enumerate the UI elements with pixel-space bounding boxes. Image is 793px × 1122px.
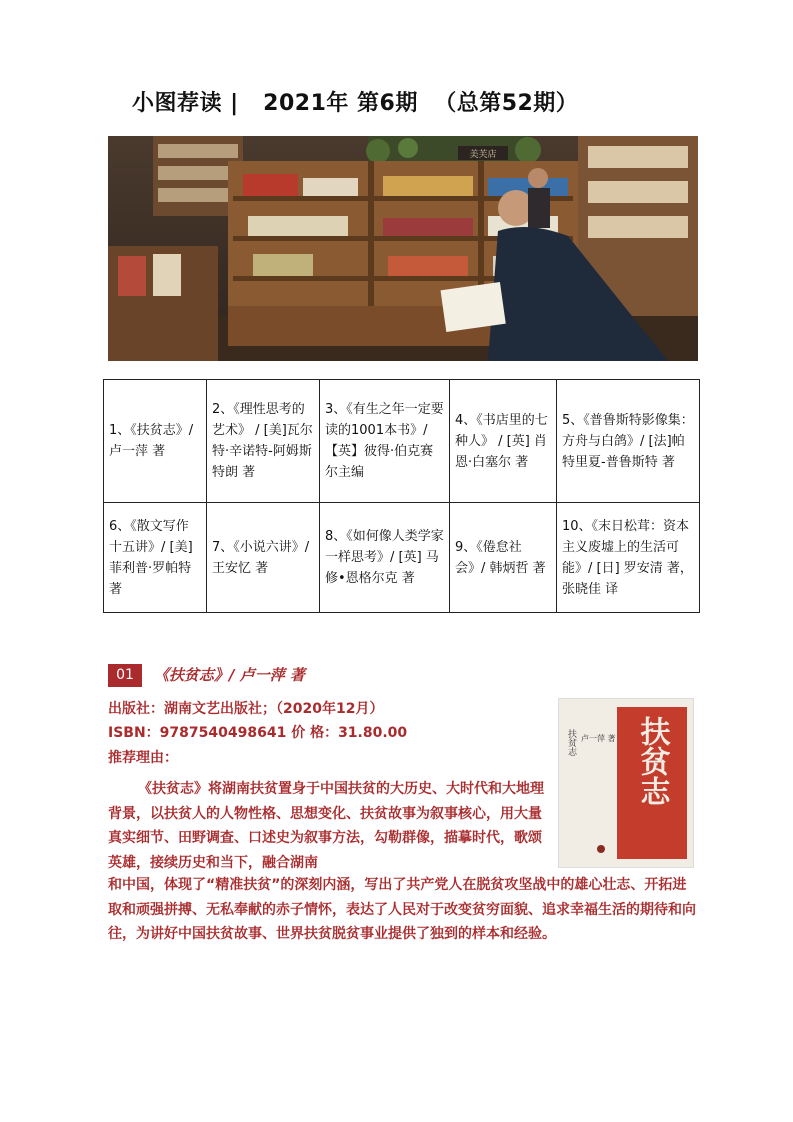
- book-cell: 10、《末日松茸：资本主义废墟上的生活可能》/ [日] 罗安清 著，张晓佳 译: [557, 503, 700, 613]
- feature-book-title: 《扶贫志》/ 卢一萍 著: [154, 666, 305, 684]
- isbn-price-line: ISBN：9787540498641 价 格：31.80.00: [108, 725, 408, 741]
- book-cell: 6、《散文写作十五讲》/ [美] 菲利普·罗帕特 著: [104, 503, 207, 613]
- cover-side-title: 扶贫志: [566, 729, 576, 756]
- book-cell: 7、《小说六讲》/ 王安忆 著: [207, 503, 320, 613]
- store-sign: 美芙店: [469, 150, 497, 160]
- recommendation-text: 《扶贫志》将湖南扶贫置身于中国扶贫的大历史、大时代和大地理背景，以扶贫人的人物性格、思想变化、扶贫故事为叙事核心，用大量真实细节、田野调查、口述史为叙事方法，勾勒群像，描摹时代，歌颂英雄，接续历史和当下，融合湖南: [108, 781, 544, 871]
- book-cell: 2、《理性思考的艺术》 / [美]瓦尔特·辛诺特-阿姆斯特朗 著: [207, 380, 320, 503]
- book-cell: 9、《倦怠社会》/ 韩炳哲 著: [450, 503, 557, 613]
- section-number-badge: 01: [108, 664, 142, 687]
- recommendation-text-continued: 和中国，体现了“精准扶贫”的深刻内涵，写出了共产党人在脱贫攻坚战中的雄心壮志、开拓进取和顽强拼搏、无私奉献的赤子情怀，表达了人民对于改变贫穷面貌、追求幸福生活的期待和向往，为讲好中国扶贫故事、世界扶贫脱贫事业提供了独到的样本和经验。: [108, 877, 696, 942]
- book-cover: [558, 698, 694, 868]
- book-cell: 5、《普鲁斯特影像集：方舟与白鸽》/ [法]帕特里夏-普鲁斯特 著: [557, 380, 700, 503]
- book-cell: 3、《有生之年一定要读的1001本书》/ 【英】彼得·伯克赛尔主编: [320, 380, 450, 503]
- book-cell: 4、《书店里的七种人》 / [英] 肖恩·白塞尔 著: [450, 380, 557, 503]
- issue-title: 小图荐读 | 2021年 第6期 （总第52期）: [132, 91, 579, 116]
- reason-label: 推荐理由：: [108, 750, 178, 766]
- publisher-line: 出版社：湖南文艺出版社；（2020年12月）: [108, 701, 384, 717]
- publisher-logo-icon: [597, 845, 605, 853]
- table-row: [104, 380, 700, 503]
- table-row: [104, 503, 700, 613]
- book-cell: 1、《扶贫志》/ 卢一萍 著: [104, 380, 207, 503]
- cover-big-title: 扶贫志: [634, 716, 670, 806]
- book-list-table: [103, 379, 700, 613]
- book-cell: 8、《如何像人类学家一样思考》/ [英] 马修•恩格尔克 著: [320, 503, 450, 613]
- bookstore-photo: [108, 136, 698, 361]
- cover-author: 卢一萍 著: [581, 734, 616, 743]
